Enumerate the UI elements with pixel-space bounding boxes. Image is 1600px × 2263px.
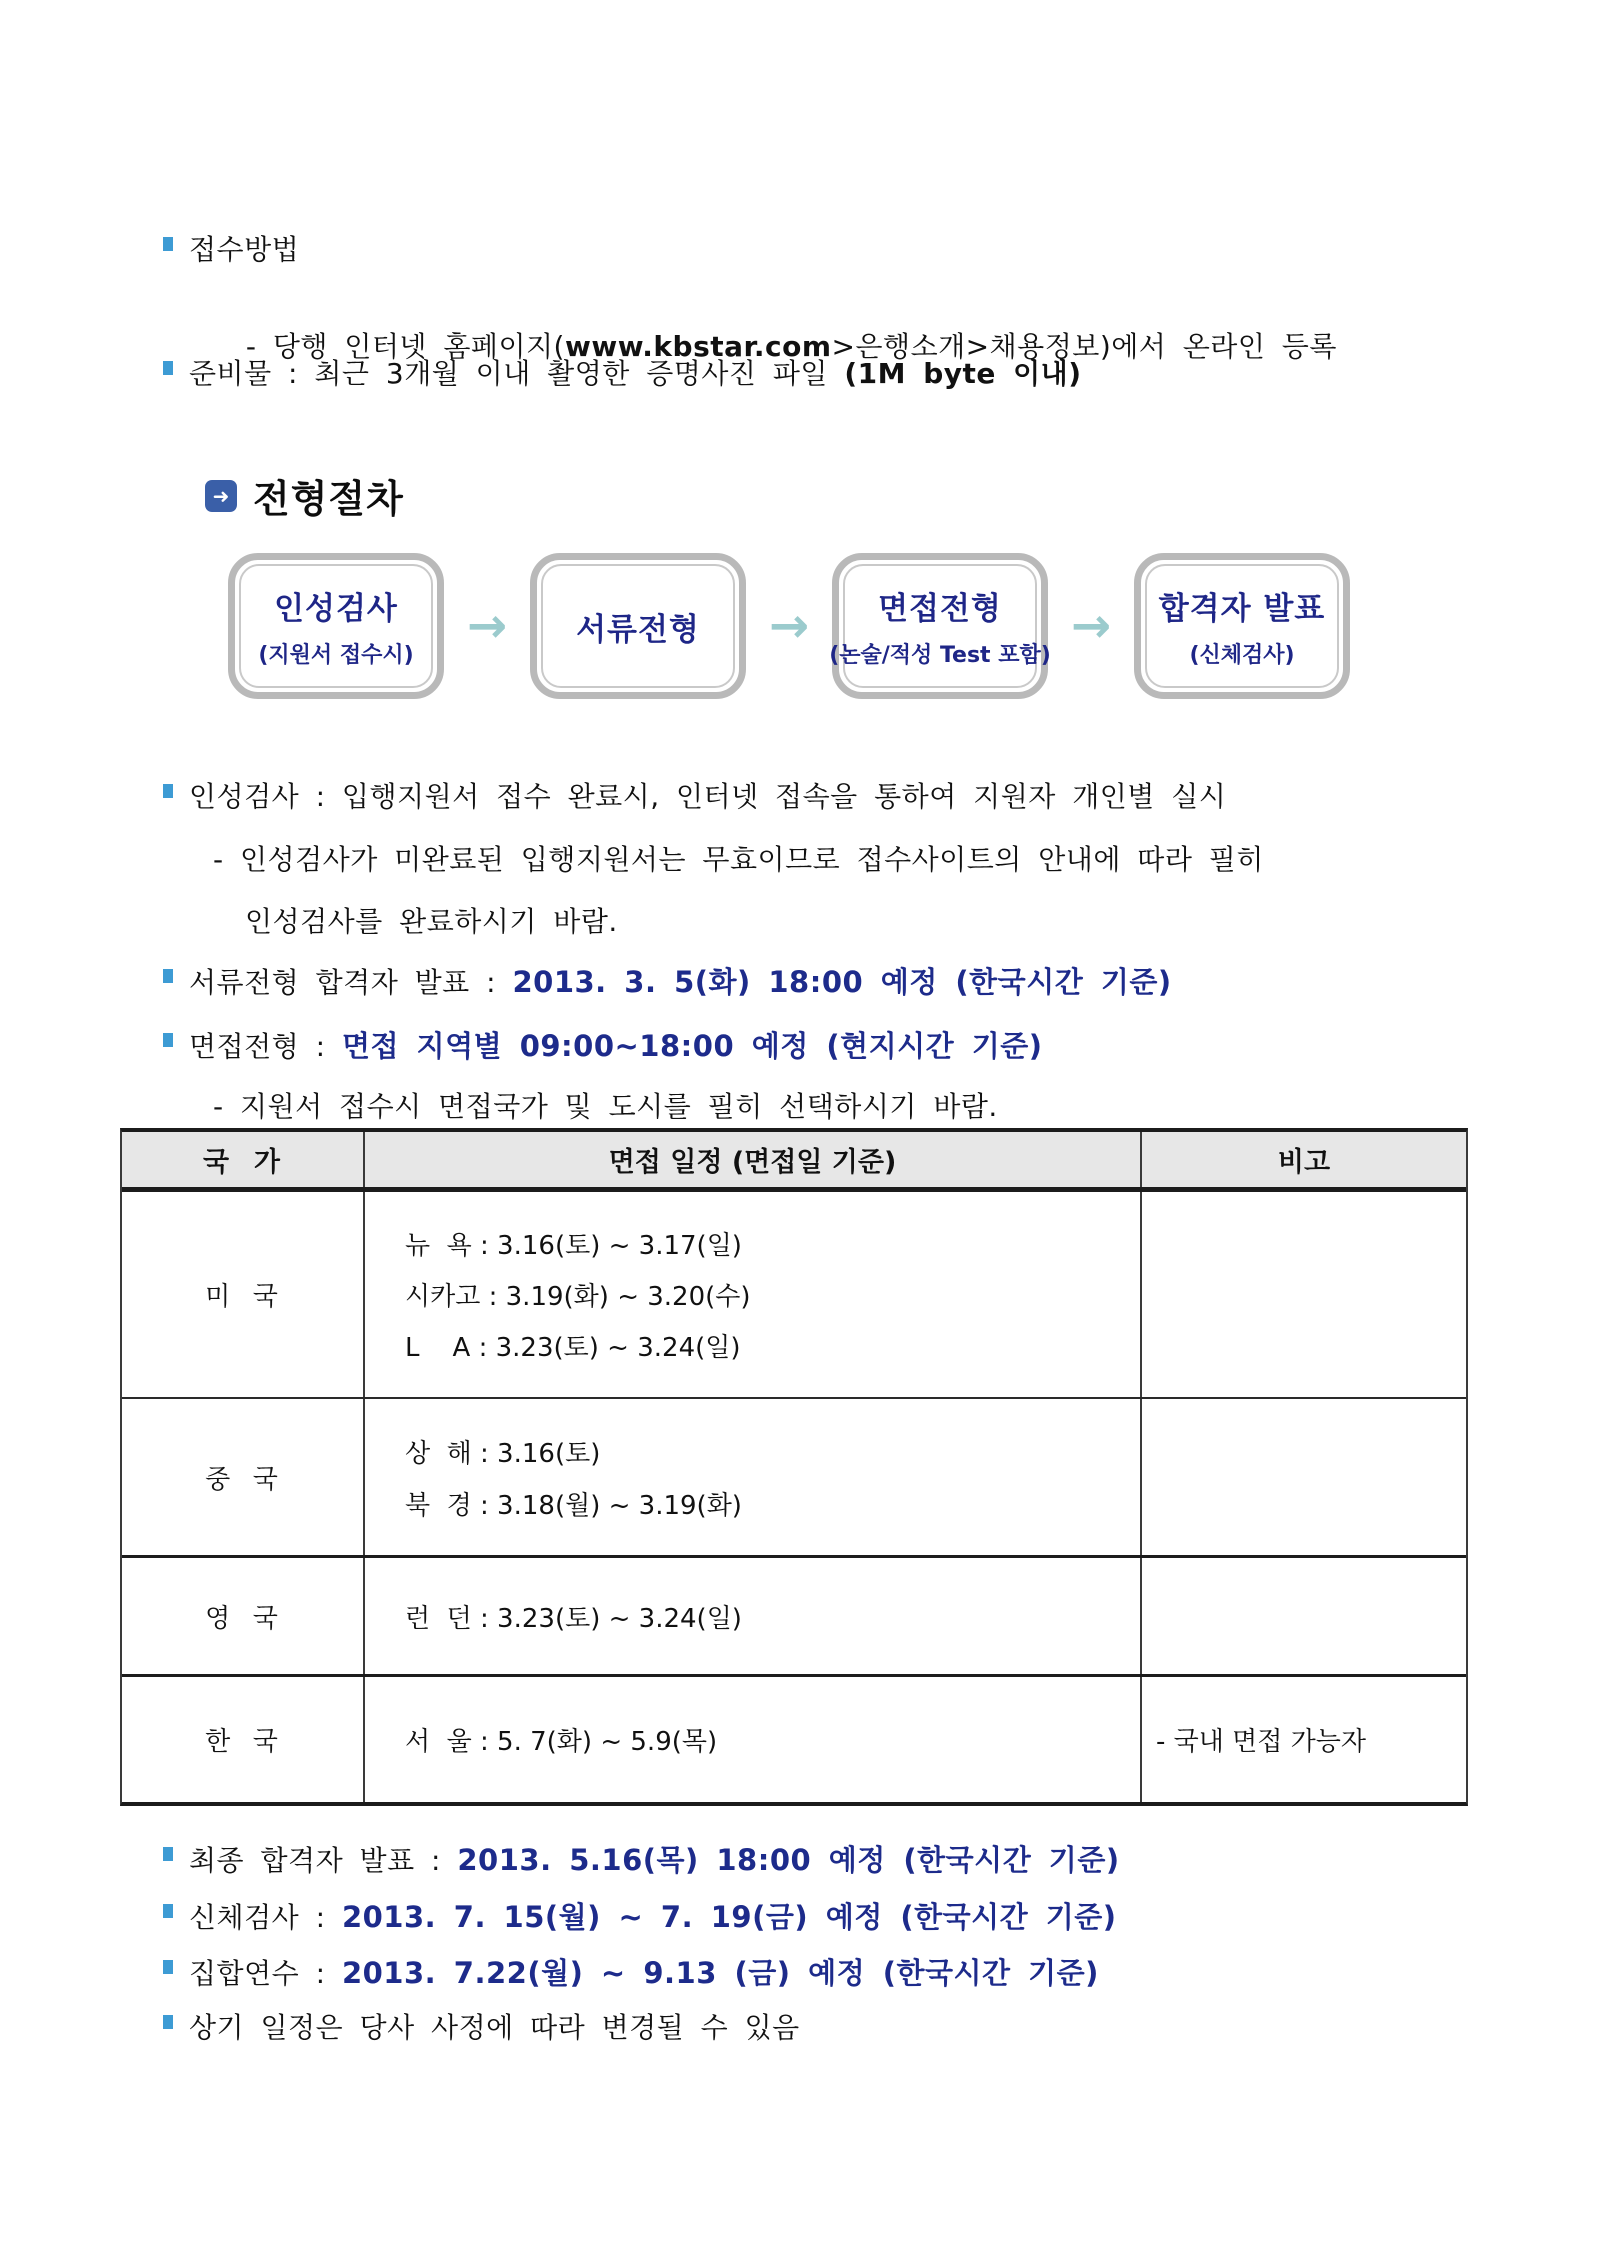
bullet-icon — [163, 2015, 173, 2029]
cell-country: 미 국 — [122, 1192, 365, 1397]
flow-step-personality-test — [228, 553, 444, 699]
interview-warning: - 지원서 접수시 면접국가 및 도시를 필히 선택하시기 바람. — [213, 1090, 998, 1123]
header-country: 국 가 — [122, 1132, 365, 1187]
schedule-change-note: 상기 일정은 당사 사정에 따라 변경될 수 있음 — [189, 2011, 800, 2044]
bullet-line-schedule-change — [163, 2006, 800, 2046]
bullet-icon — [163, 1847, 173, 1861]
process-flow — [228, 553, 1350, 699]
cell-schedule — [365, 1399, 1142, 1555]
flow-arrow-icon: → — [768, 598, 810, 654]
materials-text — [189, 352, 1082, 392]
document-result-date: 2013. 3. 5(화) 18:00 예정 (한국시간 기준) — [512, 965, 1172, 999]
cell-schedule — [365, 1558, 1142, 1674]
cell-note — [1142, 1399, 1466, 1555]
flow-step-title: 면접전형 — [878, 591, 1002, 627]
final-result-label: 최종 합격자 발표 : — [189, 1844, 458, 1877]
flow-step-title: 인성검사 — [274, 591, 398, 627]
bullet-line-group-training — [163, 1951, 1099, 1992]
table-row-china — [122, 1399, 1466, 1558]
interview-text — [189, 1024, 1043, 1065]
bullet-icon — [163, 1960, 173, 1974]
materials-pre: 준비물 : 최근 3개월 이내 촬영한 증명사진 파일 — [189, 357, 845, 390]
bullet-icon — [163, 1904, 173, 1918]
group-training-text — [189, 1951, 1099, 1992]
section-header — [205, 468, 404, 523]
final-result-date: 2013. 5.16(목) 18:00 예정 (한국시간 기준) — [457, 1843, 1120, 1877]
bullet-icon — [163, 1033, 173, 1047]
schedule-line: 시카고 : 3.19(화) ~ 3.20(수) — [405, 1282, 751, 1312]
table-row-usa — [122, 1192, 1466, 1399]
document-result-label: 서류전형 합격자 발표 : — [189, 966, 513, 999]
bullet-icon — [163, 969, 173, 983]
flow-step-sub: (신체검사) — [1189, 643, 1295, 668]
cell-country: 중 국 — [122, 1399, 365, 1555]
bullet-line-apply-method — [163, 228, 299, 268]
flow-step-title: 합격자 발표 — [1158, 591, 1326, 627]
cell-note — [1142, 1192, 1466, 1397]
flow-step-final-announcement — [1134, 553, 1350, 699]
bullet-line-physical-exam — [163, 1895, 1117, 1936]
bullet-line-final-result — [163, 1838, 1120, 1879]
bullet-icon — [163, 237, 173, 251]
interview-schedule-table — [120, 1128, 1468, 1806]
schedule-line: 북 경 : 3.18(월) ~ 3.19(화) — [405, 1490, 742, 1521]
physical-exam-text — [189, 1895, 1117, 1936]
cell-note: - 국내 면접 가능자 — [1156, 1727, 1366, 1757]
flow-step-sub: (지원서 접수시) — [258, 643, 414, 668]
table-header-row — [122, 1132, 1466, 1192]
header-note: 비고 — [1277, 1147, 1331, 1178]
apply-detail-url: www.kbstar.com — [564, 330, 832, 363]
cell-country: 영 국 — [122, 1558, 365, 1674]
bullet-icon — [163, 361, 173, 375]
apply-method-label: 접수방법 — [189, 233, 300, 266]
cell-schedule — [365, 1192, 1142, 1397]
document-result-text — [189, 960, 1172, 1001]
section-title: 전형절차 — [253, 477, 404, 521]
physical-exam-date: 2013. 7. 15(월) ~ 7. 19(금) 예정 (한국시간 기준) — [341, 1900, 1117, 1934]
materials-size-limit: (1M byte 이내) — [844, 357, 1082, 390]
personality-test-warning-2: 인성검사를 완료하시기 바람. — [245, 905, 618, 938]
final-result-text — [189, 1838, 1120, 1879]
flow-step-sub: (논술/적성 Test 포함) — [829, 643, 1051, 668]
flow-arrow-icon: → — [1070, 598, 1112, 654]
personality-test-warning-1: - 인성검사가 미완료된 입행지원서는 무효이므로 접수사이트의 안내에 따라 필히 — [213, 843, 1264, 876]
schedule-line: 뉴 욕 : 3.16(토) ~ 3.17(일) — [405, 1231, 742, 1261]
bullet-line-materials — [163, 352, 1082, 392]
group-training-label: 집합연수 : — [189, 1957, 342, 1990]
bullet-line-document-result — [163, 960, 1172, 1001]
cell-country: 한 국 — [122, 1677, 365, 1802]
cell-schedule — [365, 1677, 1142, 1802]
schedule-line: 서 울 : 5. 7(화) ~ 5.9(목) — [405, 1727, 718, 1757]
bullet-line-interview — [163, 1024, 1043, 1065]
flow-step-title: 서류전형 — [576, 611, 700, 648]
flow-step-document-screening — [530, 553, 746, 699]
flow-step-interview — [829, 553, 1051, 699]
apply-detail-post: >은행소개>채용정보)에서 온라인 등록 — [831, 330, 1337, 363]
interview-time: 면접 지역별 09:00~18:00 예정 (현지시간 기준) — [341, 1029, 1043, 1063]
schedule-line: L A : 3.23(토) ~ 3.24(일) — [405, 1333, 741, 1363]
arrow-right-icon: ➜ — [205, 480, 237, 512]
flow-arrow-icon: → — [466, 598, 508, 654]
physical-exam-label: 신체검사 : — [189, 1901, 342, 1934]
table-row-uk — [122, 1558, 1466, 1677]
apply-detail-pre: - 당행 인터넷 홈페이지( — [245, 330, 565, 363]
bullet-line-personality-test — [163, 775, 1226, 815]
schedule-line: 상 해 : 3.16(토) — [405, 1438, 601, 1469]
header-schedule: 면접 일정 (면접일 기준) — [365, 1132, 1142, 1187]
interview-label: 면접전형 : — [189, 1030, 342, 1063]
cell-note — [1142, 1558, 1466, 1674]
group-training-date: 2013. 7.22(월) ~ 9.13 (금) 예정 (한국시간 기준) — [341, 1956, 1099, 1990]
bullet-icon — [163, 784, 173, 798]
table-row-korea — [122, 1677, 1466, 1802]
schedule-line: 런 던 : 3.23(토) ~ 3.24(일) — [405, 1603, 742, 1634]
personality-test-note: 인성검사 : 입행지원서 접수 완료시, 인터넷 접속을 통하여 지원자 개인별 실시 — [189, 780, 1227, 813]
